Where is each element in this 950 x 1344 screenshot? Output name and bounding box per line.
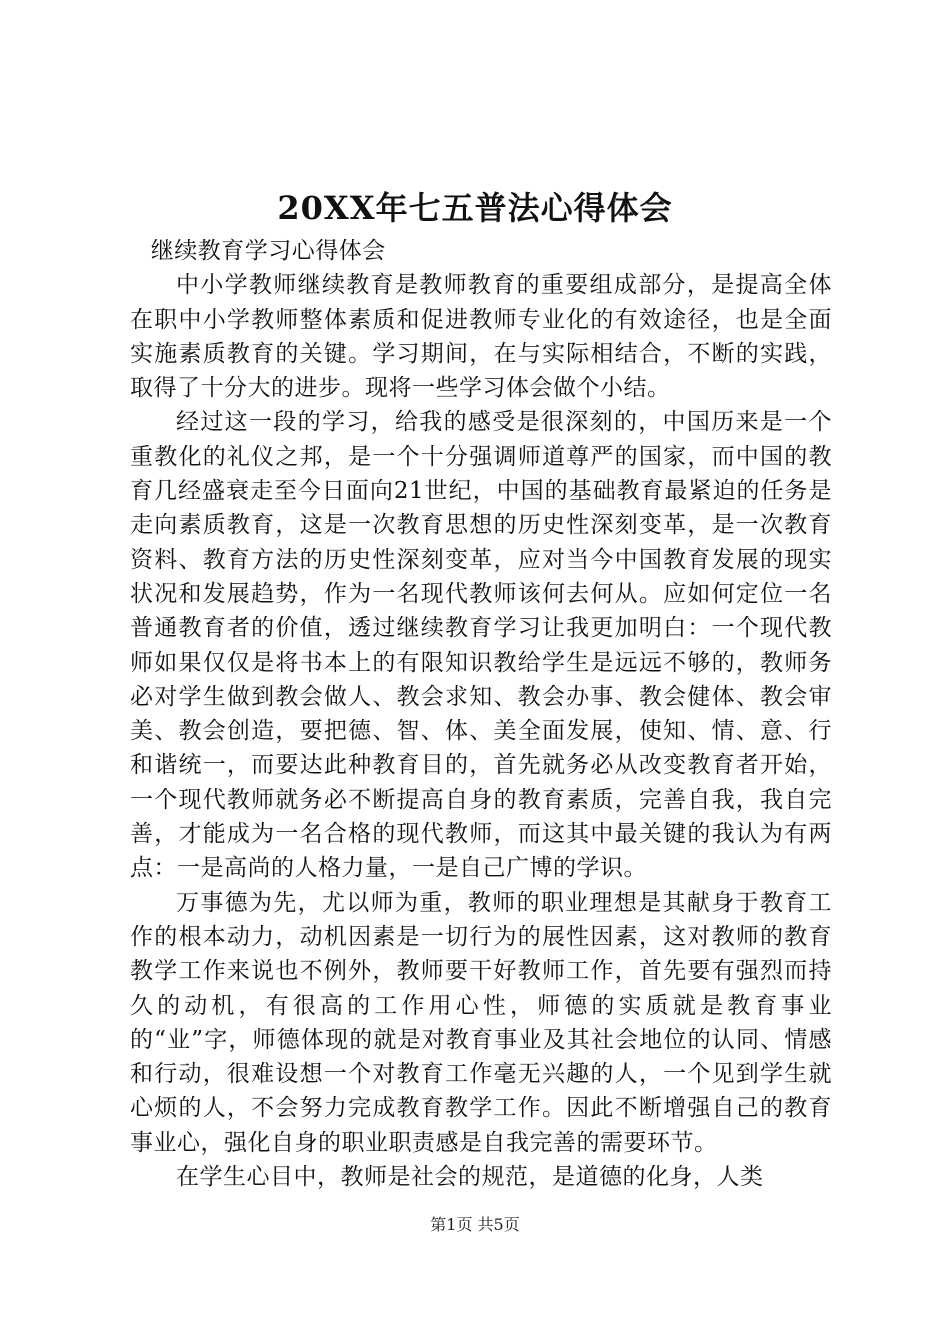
document-body [130, 234, 832, 1194]
paragraph-4: 在学生心目中，教师是社会的规范，是道德的化身，人类 [176, 1164, 764, 1191]
paragraph-2: 经过这一段的学习，给我的感受是很深刻的，中国历来是一个重教化的礼仪之邦，是一个十分强调师道尊严的国家，而中国的教育几经盛衰走至今日面向21世纪，中国的基础教育最紧迫的任务是走向素质教育，这是一次教育思想的历史性深刻变革，是一次教育资料、教育方法的历史性深刻变革，应对当今中国教育发展的现实状况和发展趋势，作为一名现代教师该何去何从。应如何定位一名普通教育者的价值，透过继续教育学习让我更加明白：一个现代教师如果仅仅是将书本上的有限知识教给学生是远远不够的，教师务必对学生做到教会做人、教会求知、教会办事、教会健体、教会审美、教会创造，要把德、智、体、美全面发展，使知、情、意、行和谐统一，而要达此种教育目的，首先就务必从改变教育者开始，一个现代教师就务必不断提高自身的教育素质，完善自我，我自完善，才能成为一名合格的现代教师，而这其中最关键的我认为有两点：一是高尚的人格力量，一是自己广博的学识。 [130, 409, 832, 882]
page-footer: 第1页 共5页 [430, 1215, 520, 1234]
paragraph-1: 中小学教师继续教育是教师教育的重要组成部分，是提高全体在职中小学教师整体素质和促进教师专业化的有效途径，也是全面实施素质教育的关键。学习期间，在与实际相结合，不断的实践，取得了十分大的进步。现将一些学习体会做个小结。 [130, 272, 832, 402]
document-subtitle: 继续教育学习心得体会 [150, 238, 386, 264]
document-title: 20XX年七五普法心得体会 [277, 189, 673, 227]
paragraph-3: 万事德为先，尤以师为重，教师的职业理想是其献身于教育工作的根本动力，动机因素是一切行为的展性因素，这对教师的教育教学工作来说也不例外，教师要干好教师工作，首先要有强烈而持久的动机，有很高的工作用心性，师德的实质就是教育事业的“业”字，师德体现的就是对教育事业及其社会地位的认同、情感和行动，很难设想一个对教育工作毫无兴趣的人，一个见到学生就心烦的人，不会努力完成教育教学工作。因此不断增强自己的教育事业心，强化自身的职业职责感是自我完善的需要环节。 [130, 889, 832, 1156]
